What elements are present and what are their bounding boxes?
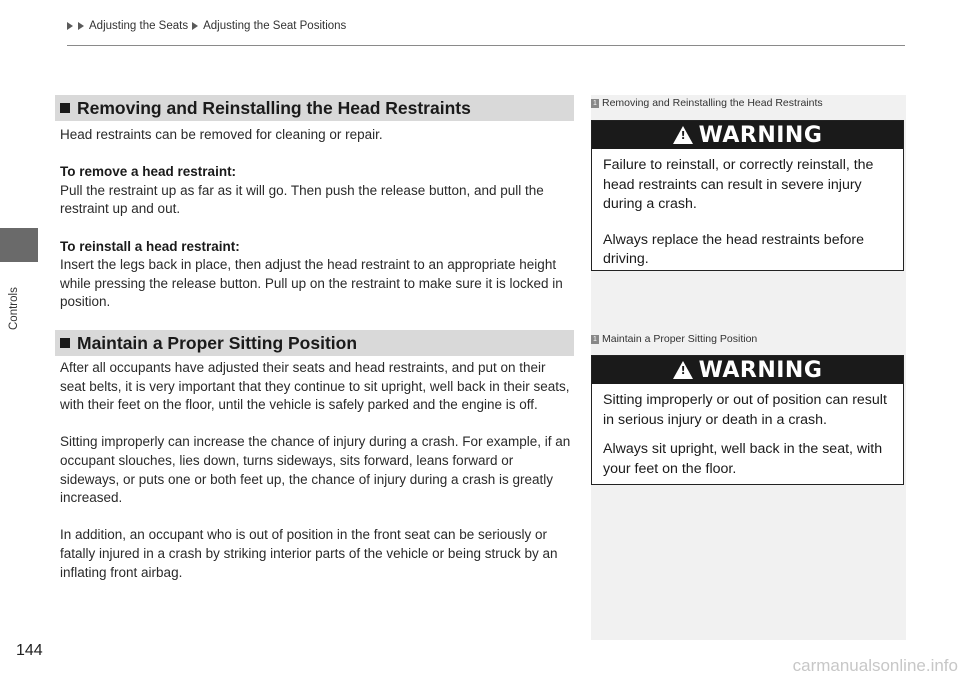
note-title-text: Removing and Reinstalling the Head Restraints xyxy=(602,97,823,109)
warning-header xyxy=(592,356,903,384)
breadcrumb-arrow-icon xyxy=(192,22,198,30)
note-title-head-restraints xyxy=(591,97,823,109)
note-marker-icon: 1 xyxy=(591,335,599,344)
warning-header xyxy=(592,121,903,149)
note-title-text: Maintain a Proper Sitting Position xyxy=(602,333,758,345)
warning-body xyxy=(592,384,903,487)
section-heading-text: Maintain a Proper Sitting Position xyxy=(77,332,358,353)
warning-triangle-icon: ! xyxy=(673,126,693,144)
section-square-icon xyxy=(60,338,70,348)
paragraph: Head restraints can be removed for cleaning or repair. xyxy=(60,127,383,142)
paragraph: Sitting improperly can increase the chance of injury during a crash. For example, if an occupant slouches, lies down, turns sideways, sits forward, leans forward or sideways, or puts one or both feet up, the chance of injury during a crash is greatly increased. xyxy=(60,434,571,506)
paragraph: Insert the legs back in place, then adjust the head restraint to an appropriate height while pressing the release button. Pull up on the restraint to make sure it is locked in position. xyxy=(60,257,563,310)
warning-label: WARNING xyxy=(698,122,823,148)
breadcrumb-arrow-icon xyxy=(78,22,84,30)
warning-body xyxy=(592,149,903,278)
paragraph: Pull the restraint up as far as it will go. Then push the release button, and pull the restraint up and out. xyxy=(60,182,544,217)
header-divider xyxy=(67,45,905,46)
section-heading-text: Removing and Reinstalling the Head Restraints xyxy=(77,97,471,118)
watermark: carmanualsonline.info xyxy=(792,656,958,675)
warning-triangle-icon: ! xyxy=(673,361,693,379)
breadcrumb-arrow-icon xyxy=(67,22,73,30)
breadcrumb-item[interactable]: Adjusting the Seats xyxy=(89,20,189,32)
section-heading-sitting-position xyxy=(55,330,574,356)
section-body-head-restraints xyxy=(60,126,574,312)
subheading-remove: To remove a head restraint: xyxy=(60,164,237,180)
warning-text: Always sit upright, well back in the seat, with your feet on the floor. xyxy=(603,441,883,477)
paragraph: After all occupants have adjusted their seats and head restraints, and put on their seat belts, it is very important that they continue to sit upright, well back in their seats, with their feet on the floor, until the vehicle is safely parked and the engine is off. xyxy=(60,360,570,413)
section-body-sitting-position xyxy=(60,359,574,582)
warning-box-sitting-position xyxy=(591,355,904,485)
note-marker-icon: 1 xyxy=(591,99,599,108)
page-number: 144 xyxy=(16,642,43,659)
subheading-reinstall: To reinstall a head restraint: xyxy=(60,238,240,254)
note-title-sitting-position xyxy=(591,333,757,345)
chapter-label: Controls xyxy=(8,287,20,330)
paragraph: In addition, an occupant who is out of position in the front seat can be seriously or fatally injured in a crash by striking interior parts of the vehicle or being struck by an inflating front airbag. xyxy=(60,527,558,580)
warning-text: Always replace the head restraints before driving. xyxy=(603,231,865,267)
warning-text: Failure to reinstall, or correctly reinstall, the head restraints can result in severe injury during a crash. xyxy=(603,157,874,212)
warning-text: Sitting improperly or out of position can result in serious injury or death in a crash. xyxy=(603,392,887,428)
breadcrumb-item[interactable]: Adjusting the Seat Positions xyxy=(203,20,347,32)
chapter-tab xyxy=(0,228,38,262)
section-square-icon xyxy=(60,103,70,113)
warning-box-head-restraints xyxy=(591,120,904,271)
section-heading-head-restraints xyxy=(55,95,574,121)
warning-label: WARNING xyxy=(698,357,823,383)
breadcrumb xyxy=(67,20,346,32)
